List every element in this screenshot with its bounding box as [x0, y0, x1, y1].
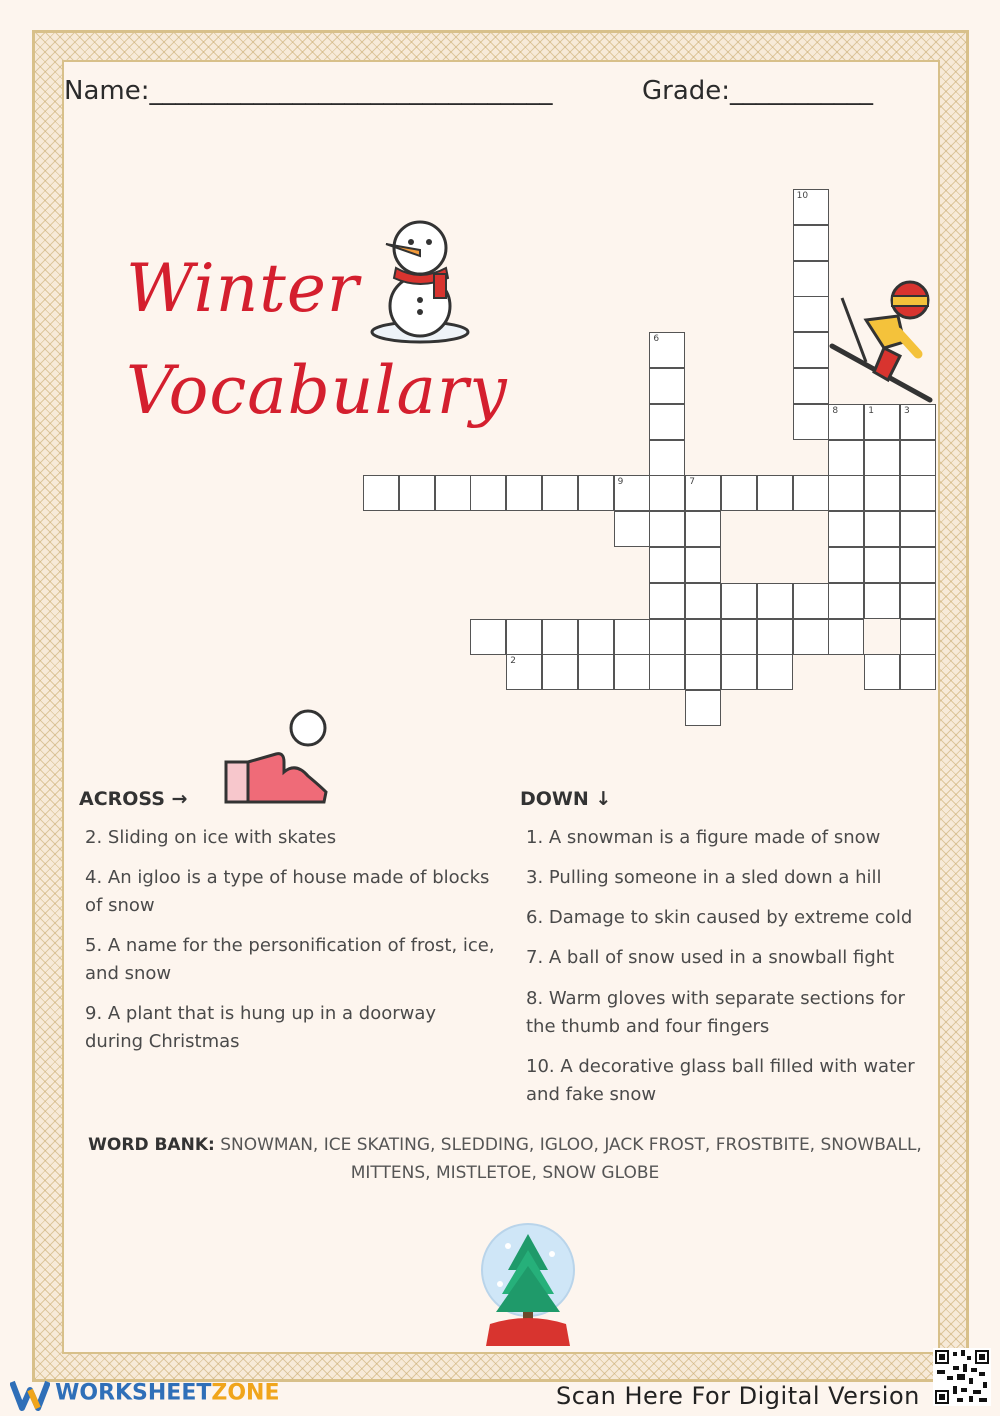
brand-name: [55, 1381, 279, 1406]
crossword-cell[interactable]: [900, 619, 936, 655]
word-bank-label: WORD BANK:: [88, 1135, 215, 1155]
crossword-cell[interactable]: [685, 547, 721, 583]
crossword-cell[interactable]: [542, 619, 578, 655]
crossword-cell[interactable]: [506, 619, 542, 655]
crossword-cell[interactable]: [757, 619, 793, 655]
crossword-cell[interactable]: [399, 475, 435, 511]
crossword-cell[interactable]: [793, 475, 829, 511]
down-clue: 10. A decorative glass ball filled with water and fake snow: [526, 1056, 915, 1105]
qr-code-icon[interactable]: [933, 1348, 991, 1406]
crossword-cell[interactable]: [757, 583, 793, 619]
crossword-cell[interactable]: [470, 619, 506, 655]
crossword-cell[interactable]: [685, 690, 721, 726]
crossword-cell[interactable]: [614, 654, 650, 690]
crossword-cell[interactable]: [900, 511, 936, 547]
crossword-cell[interactable]: [828, 547, 864, 583]
crossword-cell[interactable]: [614, 475, 650, 511]
crossword-cell[interactable]: [793, 583, 829, 619]
crossword-cell[interactable]: [900, 583, 936, 619]
brand-logo-icon: [10, 1378, 50, 1412]
crossword-cell[interactable]: [506, 475, 542, 511]
crossword-cell[interactable]: [828, 583, 864, 619]
crossword-cell[interactable]: [578, 475, 614, 511]
crossword-cell[interactable]: [578, 619, 614, 655]
across-heading: ACROSS →: [79, 788, 188, 810]
down-clue: 8. Warm gloves with separate sections for the thumb and four fingers: [526, 988, 905, 1037]
crossword-cell[interactable]: [900, 440, 936, 476]
crossword-cell[interactable]: [721, 654, 757, 690]
crossword-cell[interactable]: [649, 654, 685, 690]
title-line-2: Vocabulary: [126, 352, 508, 429]
crossword-cell[interactable]: [649, 332, 685, 368]
crossword-cell[interactable]: [542, 475, 578, 511]
grade-field-label[interactable]: Grade:___________: [642, 76, 874, 106]
crossword-cell[interactable]: [649, 619, 685, 655]
crossword-cell[interactable]: [793, 619, 829, 655]
crossword-cell[interactable]: [685, 619, 721, 655]
crossword-cell[interactable]: [828, 440, 864, 476]
crossword-cell[interactable]: [828, 619, 864, 655]
crossword-cell[interactable]: [900, 475, 936, 511]
snowman-icon: [368, 212, 472, 344]
crossword-cell[interactable]: [793, 404, 829, 440]
crossword-cell[interactable]: [363, 475, 399, 511]
crossword-cell[interactable]: [864, 440, 900, 476]
crossword-cell[interactable]: [614, 619, 650, 655]
crossword-cell[interactable]: [900, 547, 936, 583]
down-clue: 1. A snowman is a figure made of snow: [526, 827, 881, 848]
crossword-cell[interactable]: [649, 368, 685, 404]
clue-number: 8: [832, 405, 839, 416]
crossword-cell[interactable]: [721, 619, 757, 655]
crossword-cell[interactable]: [542, 654, 578, 690]
across-clue: 5. A name for the personification of frost, ice, and snow: [85, 935, 495, 984]
crossword-cell[interactable]: [864, 404, 900, 440]
clue-number: 1: [868, 405, 874, 416]
clue-number: 3: [904, 405, 910, 416]
crossword-cell[interactable]: [649, 583, 685, 619]
word-bank: [82, 1131, 928, 1187]
crossword-cell[interactable]: [721, 583, 757, 619]
across-clue: 2. Sliding on ice with skates: [85, 827, 337, 848]
crossword-cell[interactable]: [793, 332, 829, 368]
crossword-cell[interactable]: [793, 296, 829, 332]
crossword-cell[interactable]: [793, 261, 829, 297]
word-bank-words: SNOWMAN, ICE SKATING, SLEDDING, IGLOO, JACK FROST, FROSTBITE, SNOWBALL, MITTENS, MISTLETOE, SNOW GLOBE: [220, 1135, 922, 1183]
crossword-cell[interactable]: [649, 511, 685, 547]
crossword-cell[interactable]: [793, 189, 829, 225]
across-clue: 9. A plant that is hung up in a doorway during Christmas: [85, 1003, 437, 1052]
crossword-cell[interactable]: [864, 654, 900, 690]
crossword-cell[interactable]: [506, 654, 542, 690]
crossword-cell[interactable]: [793, 368, 829, 404]
snow-globe-icon: [478, 1220, 578, 1348]
crossword-cell[interactable]: [435, 475, 471, 511]
crossword-cell[interactable]: [470, 475, 506, 511]
crossword-cell[interactable]: [685, 583, 721, 619]
crossword-cell[interactable]: [649, 547, 685, 583]
down-heading: DOWN ↓: [520, 788, 612, 810]
crossword-cell[interactable]: [793, 225, 829, 261]
crossword-cell[interactable]: [757, 475, 793, 511]
crossword-cell[interactable]: [649, 475, 685, 511]
clue-number: 10: [796, 191, 809, 201]
scan-caption: Scan Here For Digital Version: [556, 1382, 920, 1410]
crossword-cell[interactable]: [828, 475, 864, 511]
crossword-cell[interactable]: [685, 511, 721, 547]
crossword-cell[interactable]: [864, 475, 900, 511]
clue-number: 7: [689, 477, 695, 488]
clue-number: 2: [510, 656, 516, 667]
down-clue: 6. Damage to skin caused by extreme cold: [526, 907, 913, 928]
crossword-cell[interactable]: [900, 404, 936, 440]
crossword-cell[interactable]: [721, 475, 757, 511]
across-clue: 4. An igloo is a type of house made of blocks of snow: [85, 867, 490, 916]
brand-logo[interactable]: [10, 1378, 279, 1412]
crossword-cell[interactable]: [828, 511, 864, 547]
crossword-cell[interactable]: [864, 547, 900, 583]
down-clue: 7. A ball of snow used in a snowball fight: [526, 947, 895, 968]
crossword-cell[interactable]: [685, 654, 721, 690]
down-clue: 3. Pulling someone in a sled down a hill: [526, 867, 882, 888]
clue-number: 6: [653, 334, 660, 345]
brand-name-part-1: WORKSHEET: [55, 1380, 212, 1406]
crossword-cell[interactable]: [578, 654, 614, 690]
crossword-cell[interactable]: [614, 511, 650, 547]
crossword-cell[interactable]: [649, 440, 685, 476]
crossword-cell[interactable]: [828, 404, 864, 440]
crossword-cell[interactable]: [757, 654, 793, 690]
crossword-cell[interactable]: [649, 404, 685, 440]
snowball-hand-icon: [222, 706, 334, 810]
crossword-cell[interactable]: [685, 475, 721, 511]
crossword-cell[interactable]: [864, 511, 900, 547]
skier-icon: [826, 272, 936, 404]
name-field-label[interactable]: Name:_______________________________: [64, 76, 553, 106]
title-line-1: Winter: [126, 250, 360, 327]
crossword-cell[interactable]: [864, 583, 900, 619]
crossword-cell[interactable]: [900, 654, 936, 690]
clue-number: 9: [617, 477, 624, 488]
brand-name-part-2: ZONE: [211, 1380, 280, 1406]
